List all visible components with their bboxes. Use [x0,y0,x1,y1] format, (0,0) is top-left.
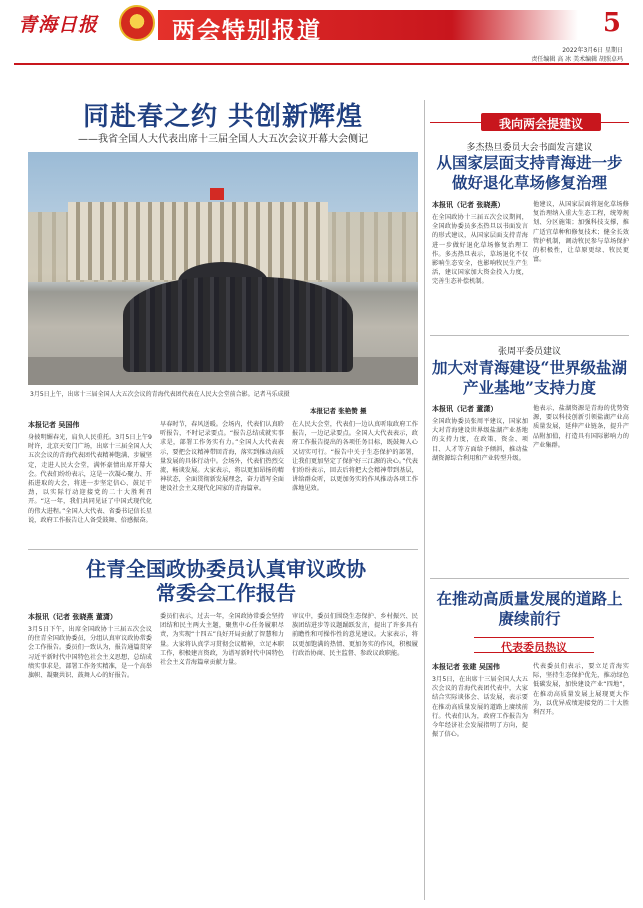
lower-col-3 [292,612,418,892]
crowd-delegates [123,277,353,372]
proposal2-byline: 本报讯（记者 董潇） [432,405,498,413]
proposal2-headline: 加大对青海建设“世界级盐湖产业基地”支持力度 [432,358,627,397]
date-line: 2022年3月6日 星期日 [562,47,623,54]
main-col-3-text: 在人民大会堂，代表们一边认真听取政府工作报告，一边记录要点。全国人大代表表示，政府工作报告提出的各项任务目标，既鼓舞人心又切实可行。“报告中关于生态保护的部署，让我们更加坚定了保护好三江源的决心。”代表们纷纷表示，回去后将把大会精神带到基层，讲给群众听，以更加务实的作风推动各项工作落地见效。 [292,421,418,493]
proposal1-col-1 [432,200,528,326]
story-divider [28,549,418,550]
lower-col-1-text: 3月5日下午，出席全国政协十三届五次会议的住青全国政协委员，分组认真审议政协常委会工作报告。委员们一致认为，报告通篇贯穿习近平新时代中国特色社会主义思想，总结成绩实事求是，部署工作务实精准，是一个高举旗帜、凝聚共识、鼓舞人心的好报告。 [28,626,152,680]
proposal1-col-2 [533,200,629,325]
main-col-1 [28,420,152,546]
newspaper-logo: 青海日报 [18,14,99,36]
section-title: 两会特别报道 [172,18,322,44]
proposal1-kicker: 多杰热旦委员大会书面发言建议 [466,143,593,153]
main-col-1-text: 身披明媚春光，肩负人民重托。3月5日上午9时许，北京天安门广场，出席十三届全国人大五次会议的青海代表团代表精神饱满、步履坚定，走进人民大会堂，满怀豪情出席开幕大会。代表们纷纷表示，这是一次凝心聚力、开拓进取的大会，将进一步坚定信心、鼓足干劲，以实际行动迎接党的二十大胜利召开。“这一年，我们共同见证了中国式现代化的伟大进程。”全国人大代表、省委书记信长星说，政府工作报告让人备受鼓舞、倍感振奋。 [28,434,152,524]
cppcc-emblem-icon [119,5,155,41]
masthead [0,0,643,52]
photo-credit: 本报记者 张艳赞 摄 [310,407,367,415]
editors-line: 责任编辑 高 冰 美术编辑 胡照卓玛 [531,56,623,63]
flag-icon [210,188,224,200]
proposal1-byline: 本报讯（记者 张晓燕） [432,201,505,209]
hot-tag-label: 代表委员热议 [501,641,567,654]
proposal1-headline: 从国家层面支持青海进一步做好退化草场修复治理 [436,153,623,192]
hot-col-2 [533,662,629,896]
lower-col-3-text: 审议中，委员们围绕生态保护、乡村振兴、民族团结进步等议题踊跃发言，提出了许多具有前瞻性和可操作性的意见建议。大家表示，将以更加饱满的热情、更加务实的作风，积极履行政治协商、民主监督、参政议政职能。 [292,613,418,657]
main-deck: ——我省全国人大代表出席十三届全国人大五次会议开幕大会侧记 [78,134,368,145]
hot-byline: 本报记者 张建 吴国伟 [432,663,500,671]
lower-byline: 本报讯（记者 张晓燕 董潇） [28,613,117,621]
hot-divider [430,578,629,579]
lower-col-2 [160,612,284,892]
lower-col-2-text: 委员们表示，过去一年，全国政协常委会坚持团结和民主两大主题，聚焦中心任务履职尽责，为实现“十四五”良好开局贡献了智慧和力量。大家将认真学习贯彻会议精神，立足本职工作，积极建言资政，为谱写新时代中国特色社会主义青海篇章贡献力量。 [160,613,284,667]
page-number: 5 [602,8,621,38]
lower-headline: 住青全国政协委员认真审议政协常委会工作报告 [86,557,366,605]
proposal2-col-1-text: 全国政协委员张周平建议，国家加大对青海建设世界级盐湖产业基地的支持力度，在政策、资金、项目、人才等方面给予倾斜，推动盐湖资源综合利用和产业转型升级。 [432,418,528,462]
hot-headline: 在推动高质量发展的道路上赓续前行 [436,589,623,628]
proposal-tag [481,113,601,131]
photo-caption: 3月5日上午，出席十三届全国人大五次会议的青海代表团代表在人民大会堂前合影。记者马乐成摄 [30,391,290,398]
proposal-divider [430,335,629,336]
proposal2-col-1 [432,404,528,567]
masthead-rule [14,63,629,65]
main-byline: 本报记者 吴国伟 [28,421,80,429]
proposal1-col-2-text: 他建议，从国家层面将退化草场修复治理纳入重大生态工程，统筹规划、分区施策；加强科技支撑，推广适宜草种和修复技术；健全长效管护机制，调动牧民参与草场保护的积极性，让草原更绿、牧民更富。 [533,201,629,264]
hot-tag [474,637,594,653]
proposal2-col-2 [533,404,629,566]
hot-col-2-text: 代表委员们表示，要立足青海实际，坚持生态保护优先，推动绿色低碳发展，加快建设产业“四地”，在推动高质量发展上展现更大作为，以优异成绩迎接党的二十大胜利召开。 [533,663,629,717]
main-headline: 同赴春之约 共创新辉煌 [82,102,364,132]
main-col-2-text: 早春时节，春风送暖。会场内，代表们认真聆听报告，不时记录要点。“报告总结成就实事求是，部署工作务实有力。”全国人大代表表示，要把会议精神带回青海，落实到推动高质量发展的具体行动中。会场外，代表们热烈交流，畅谈发展。大家表示，将以更加昂扬的精神状态，全面贯彻新发展理念，奋力谱写全面建设社会主义现代化国家的青海篇章。 [160,421,284,493]
delegation-photo [28,152,418,385]
proposal2-col-2-text: 他表示，盐湖资源是青海的优势资源，要以科技创新引领盐湖产业高质量发展，延伸产业链条，提升产品附加值，打造具有国际影响力的产业集群。 [533,405,629,449]
proposal-tag-label: 我向两会提建议 [498,117,583,131]
lower-col-1 [28,612,152,895]
main-col-3 [292,420,418,545]
main-col-2 [160,420,284,545]
proposal1-col-1-text: 在全国政协十三届五次会议期间，全国政协委员多杰热旦以书面发言的形式建议，从国家层面支持青海进一步做好退化草场修复治理工作。多杰热旦表示，草场退化不仅影响生态安全，也影响牧民生产生活，建议国家加大资金投入力度，完善生态补偿机制。 [432,214,528,286]
proposal2-kicker: 张周平委员建议 [497,347,561,357]
hot-col-1-text: 3月5日，在出席十三届全国人大五次会议的青海代表团代表中，大家结合实际谈体会、话发展，表示要在推动高质量发展的道路上赓续前行。代表们认为，政府工作报告为今年经济社会发展指明了方向，提振了信心。 [432,676,528,739]
column-divider [424,100,425,900]
hot-col-1 [432,662,528,897]
